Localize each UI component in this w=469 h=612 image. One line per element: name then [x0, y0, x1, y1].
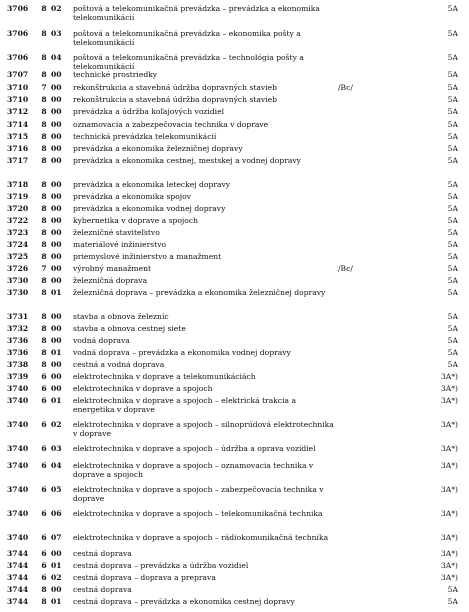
field-name: výrobný manažment: [73, 264, 152, 273]
code: 3710: [7, 95, 29, 104]
level: 8: [41, 144, 47, 153]
suffix: 00: [51, 107, 62, 116]
field-name: železničná doprava – prevádzka a ekonomika železničnej dopravy: [73, 288, 326, 297]
field-name: elektrotechnika v doprave a telekomunikáciách: [73, 372, 256, 381]
code: 3715: [7, 132, 29, 141]
field-name: priemyslové inžinierstvo a manažment: [73, 252, 222, 261]
suffix: 00: [51, 120, 62, 129]
code: 3736: [7, 348, 29, 357]
level-code: 5A: [447, 132, 458, 141]
level: 6: [41, 533, 47, 542]
level-code: 3A*): [440, 549, 458, 558]
code: 3740: [7, 384, 29, 393]
level: 8: [41, 252, 47, 261]
level-code: 5A: [447, 252, 458, 261]
field-name: cestná doprava – prevádzka a údržba vozidiel: [73, 561, 249, 570]
level: 6: [41, 549, 47, 558]
code: 3710: [7, 83, 29, 92]
level: 8: [41, 240, 47, 249]
level: 8: [41, 132, 47, 141]
code: 3720: [7, 204, 29, 213]
level: 8: [41, 216, 47, 225]
level: 8: [41, 107, 47, 116]
level: 7: [41, 83, 47, 92]
suffix: 04: [51, 461, 62, 470]
level: 8: [41, 312, 47, 321]
level-code: 3A*): [440, 396, 458, 405]
level: 8: [41, 348, 47, 357]
code: 3716: [7, 144, 29, 153]
suffix: 04: [51, 53, 62, 62]
field-name: poštová a telekomunikačná prevádzka – technológia pošty a telekomunikácií: [73, 53, 304, 71]
suffix: 00: [51, 228, 62, 237]
field-name: elektrotechnika v doprave a spojoch – silnoprúdová elektrotechnika v doprave: [73, 420, 334, 438]
level: 8: [41, 336, 47, 345]
field-name: cestná doprava: [73, 585, 132, 594]
code: 3712: [7, 107, 29, 116]
field-name: prevádzka a ekonomika cestnej, mestskej a vodnej dopravy: [73, 156, 301, 165]
suffix: 00: [51, 312, 62, 321]
level: 8: [41, 324, 47, 333]
field-name: prevádzka a ekonomika železničnej dopravy: [73, 144, 243, 153]
level-code: 5A: [447, 597, 458, 606]
level-code: 5A: [447, 228, 458, 237]
level-code: 5A: [447, 264, 458, 273]
code: 3731: [7, 312, 29, 321]
suffix: 01: [51, 348, 62, 357]
level: 6: [41, 420, 47, 429]
code: 3706: [7, 29, 29, 38]
suffix: 07: [51, 533, 62, 542]
field-name: prevádzka a ekonomika spojov: [73, 192, 191, 201]
level: 8: [41, 597, 47, 606]
field-name: cestná doprava – prevádzka a ekonomika cestnej dopravy: [73, 597, 295, 606]
level-code: 3A*): [440, 533, 458, 542]
field-name: prevádzka a ekonomika leteckej dopravy: [73, 180, 231, 189]
code: 3738: [7, 360, 29, 369]
code: 3724: [7, 240, 29, 249]
level-code: 5A: [447, 29, 458, 38]
level-code: 5A: [447, 216, 458, 225]
field-name: stavba a obnova cestnej siete: [73, 324, 186, 333]
level: 6: [41, 485, 47, 494]
suffix: 05: [51, 485, 62, 494]
suffix: 03: [51, 444, 62, 453]
field-name: vodná doprava – prevádzka a ekonomika vodnej dopravy: [73, 348, 291, 357]
level: 8: [41, 228, 47, 237]
field-name: technická prevádzka telekomunikácií: [73, 132, 217, 141]
code: 3722: [7, 216, 29, 225]
level: 8: [41, 585, 47, 594]
field-name: technické prostriedky: [73, 70, 158, 79]
suffix: 00: [51, 585, 62, 594]
field-name: poštová a telekomunikačná prevádzka – ekonomika pošty a telekomunikácií: [73, 29, 301, 47]
level-code: 3A*): [440, 420, 458, 429]
suffix: 00: [51, 70, 62, 79]
code: 3744: [7, 585, 29, 594]
level-code: 3A*): [440, 485, 458, 494]
suffix: 00: [51, 324, 62, 333]
suffix: 00: [51, 192, 62, 201]
level-code: 5A: [447, 324, 458, 333]
code: 3740: [7, 461, 29, 470]
suffix: 06: [51, 509, 62, 518]
code: 3740: [7, 396, 29, 405]
level: 6: [41, 461, 47, 470]
code: 3744: [7, 561, 29, 570]
form-note: /Bc/: [338, 83, 353, 92]
level-code: 5A: [447, 70, 458, 79]
code: 3725: [7, 252, 29, 261]
level: 8: [41, 4, 47, 13]
suffix: 01: [51, 597, 62, 606]
level-code: 5A: [447, 53, 458, 62]
code: 3707: [7, 70, 29, 79]
level: 8: [41, 204, 47, 213]
code: 3740: [7, 485, 29, 494]
level: 6: [41, 396, 47, 405]
suffix: 00: [51, 360, 62, 369]
level-code: 3A*): [440, 573, 458, 582]
level-code: 5A: [447, 360, 458, 369]
field-name: elektrotechnika v doprave a spojoch: [73, 384, 213, 393]
code: 3744: [7, 549, 29, 558]
field-name: elektrotechnika v doprave a spojoch – elektrická trakcia a energetika v doprave: [73, 396, 297, 414]
code: 3714: [7, 120, 29, 129]
level: 8: [41, 180, 47, 189]
suffix: 00: [51, 276, 62, 285]
suffix: 00: [51, 372, 62, 381]
suffix: 00: [51, 180, 62, 189]
code: 3723: [7, 228, 29, 237]
level: 8: [41, 192, 47, 201]
suffix: 00: [51, 240, 62, 249]
suffix: 00: [51, 216, 62, 225]
level-code: 3A*): [440, 372, 458, 381]
suffix: 00: [51, 95, 62, 104]
code: 3717: [7, 156, 29, 165]
level: 6: [41, 372, 47, 381]
level-code: 5A: [447, 240, 458, 249]
level-code: 5A: [447, 192, 458, 201]
level-code: 5A: [447, 288, 458, 297]
suffix: 02: [51, 573, 62, 582]
level: 8: [41, 276, 47, 285]
level: 8: [41, 120, 47, 129]
field-name: rekonštrukcia a stavebná údržba dopravných stavieb: [73, 95, 277, 104]
field-name: kybernetika v doprave a spojoch: [73, 216, 198, 225]
code: 3740: [7, 509, 29, 518]
level: 6: [41, 573, 47, 582]
field-name: železničná doprava: [73, 276, 148, 285]
code: 3744: [7, 573, 29, 582]
field-name: rekonštrukcia a stavebná údržba dopravných stavieb: [73, 83, 277, 92]
level: 6: [41, 444, 47, 453]
field-name: elektrotechnika v doprave a spojoch – zabezpečovacia technika v doprave: [73, 485, 324, 503]
level-code: 3A*): [440, 561, 458, 570]
suffix: 00: [51, 83, 62, 92]
suffix: 00: [51, 549, 62, 558]
level-code: 5A: [447, 348, 458, 357]
field-name: elektrotechnika v doprave a spojoch – telekomunikačná technika: [73, 509, 323, 518]
level-code: 3A*): [440, 444, 458, 453]
code: 3726: [7, 264, 29, 273]
field-name: vodná doprava: [73, 336, 130, 345]
field-name: materiálové inžinierstvo: [73, 240, 167, 249]
level-code: 3A*): [440, 461, 458, 470]
level-code: 5A: [447, 4, 458, 13]
suffix: 01: [51, 396, 62, 405]
suffix: 01: [51, 288, 62, 297]
code: 3740: [7, 420, 29, 429]
suffix: 01: [51, 561, 62, 570]
level-code: 5A: [447, 156, 458, 165]
suffix: 00: [51, 264, 62, 273]
form-note: /Bc/: [338, 264, 353, 273]
field-name: oznamovacia a zabezpečovacia technika v doprave: [73, 120, 269, 129]
level-code: 5A: [447, 336, 458, 345]
level: 8: [41, 29, 47, 38]
suffix: 00: [51, 336, 62, 345]
level-code: 5A: [447, 83, 458, 92]
level-code: 5A: [447, 180, 458, 189]
level: 6: [41, 384, 47, 393]
suffix: 00: [51, 144, 62, 153]
level: 8: [41, 70, 47, 79]
suffix: 00: [51, 132, 62, 141]
level-code: 5A: [447, 144, 458, 153]
suffix: 03: [51, 29, 62, 38]
field-name: elektrotechnika v doprave a spojoch – oznamovacia technika v doprave a spojoch: [73, 461, 314, 479]
code: 3732: [7, 324, 29, 333]
level: 8: [41, 53, 47, 62]
code: 3740: [7, 444, 29, 453]
field-name: prevádzka a ekonomika vodnej dopravy: [73, 204, 226, 213]
code: 3736: [7, 336, 29, 345]
suffix: 00: [51, 156, 62, 165]
level-code: 5A: [447, 120, 458, 129]
level: 8: [41, 156, 47, 165]
field-name: stavba a obnova železníc: [73, 312, 169, 321]
level-code: 5A: [447, 276, 458, 285]
code: 3706: [7, 4, 29, 13]
field-name: elektrotechnika v doprave a spojoch – údržba a oprava vozidiel: [73, 444, 316, 453]
field-name: cestná a vodná doprava: [73, 360, 165, 369]
level-code: 5A: [447, 95, 458, 104]
level-code: 3A*): [440, 384, 458, 393]
level-code: 5A: [447, 585, 458, 594]
field-name: prevádzka a údržba koľajových vozidiel: [73, 107, 225, 116]
level-code: 3A*): [440, 509, 458, 518]
code: 3740: [7, 533, 29, 542]
field-name: elektrotechnika v doprave a spojoch – rádiokomunikačná technika: [73, 533, 329, 542]
level-code: 5A: [447, 107, 458, 116]
level: 6: [41, 509, 47, 518]
level: 7: [41, 264, 47, 273]
field-name: poštová a telekomunikačná prevádzka – prevádzka a ekonomika telekomunikácií: [73, 4, 320, 22]
code: 3739: [7, 372, 29, 381]
code: 3719: [7, 192, 29, 201]
level-code: 5A: [447, 312, 458, 321]
level: 8: [41, 288, 47, 297]
field-name: železničné staviteľstvo: [73, 228, 160, 237]
field-name: cestná doprava – doprava a preprava: [73, 573, 216, 582]
suffix: 02: [51, 420, 62, 429]
suffix: 00: [51, 252, 62, 261]
level: 8: [41, 95, 47, 104]
level: 6: [41, 561, 47, 570]
code: 3718: [7, 180, 29, 189]
suffix: 00: [51, 384, 62, 393]
suffix: 02: [51, 4, 62, 13]
code: 3744: [7, 597, 29, 606]
level-code: 5A: [447, 204, 458, 213]
code: 3730: [7, 288, 29, 297]
suffix: 00: [51, 204, 62, 213]
level: 8: [41, 360, 47, 369]
code: 3730: [7, 276, 29, 285]
code: 3706: [7, 53, 29, 62]
field-name: cestná doprava: [73, 549, 132, 558]
